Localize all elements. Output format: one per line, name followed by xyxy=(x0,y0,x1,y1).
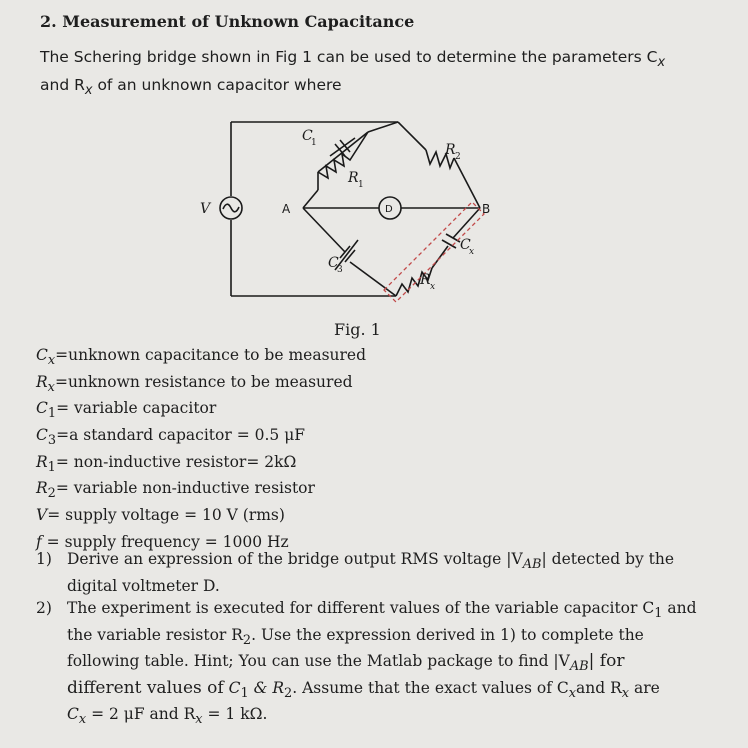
label-cx-sub: x xyxy=(469,247,475,257)
wire-c3-bottom xyxy=(350,262,396,296)
definition-item: V= supply voltage = 10 V (rms) xyxy=(36,506,285,525)
label-c3-sub: 3 xyxy=(337,265,343,275)
wire-cx-b xyxy=(453,208,480,238)
intro-text-2: and R xyxy=(40,76,85,95)
label-r2: R xyxy=(445,142,456,158)
definitions-list xyxy=(36,345,366,559)
wire-rx-cx xyxy=(432,246,448,268)
label-rx: R xyxy=(420,272,431,288)
label-c1-sub: 1 xyxy=(311,138,317,148)
definition-item: $C_x=unknown$ capacitance to be measured xyxy=(36,346,367,369)
question-1: 1) Derive an expression of the bridge output RMS voltage $|V_{AB}|$ detected by the digital voltmeter D. xyxy=(36,550,675,595)
definition-item: $R_1=$ non-inductive resistor= 2kΩ xyxy=(36,452,297,475)
section-title: 2. Measurement of Unknown Capacitance xyxy=(40,12,415,31)
wire-a-c3 xyxy=(303,208,345,252)
wire-top-r2 xyxy=(398,122,426,150)
question-1-number: 1) xyxy=(36,550,52,568)
definition-item: $R_x=unknown$ resistance to be measured xyxy=(36,372,353,395)
label-cx: C xyxy=(460,237,471,253)
label-v: V xyxy=(200,201,211,217)
definition-item: $R_2=$ variable non-inductive resistor xyxy=(36,479,315,502)
label-b: B xyxy=(482,202,491,216)
label-rx-sub: x xyxy=(430,282,436,292)
definition-item: $C_1=$ variable capacitor xyxy=(36,399,217,422)
label-r1-sub: 1 xyxy=(358,180,364,190)
intro-text-1: The Schering bridge shown in Fig 1 can be used to determine the parameters C xyxy=(40,48,658,66)
definition-item: f = supply frequency = 1000 Hz xyxy=(36,532,289,551)
intro-paragraph xyxy=(40,46,720,102)
sine-wave-icon xyxy=(223,204,239,212)
label-c3: C xyxy=(328,255,339,271)
label-r2-sub: 2 xyxy=(455,152,461,162)
label-c1: C xyxy=(302,128,313,144)
wire-a-c1 xyxy=(303,190,318,208)
definition-item: $C_3=a$ standard capacitor = 0.5 μF xyxy=(36,426,306,449)
intro-sub-1: x xyxy=(657,55,666,71)
question-2: 2) The experiment is executed for different values of the variable capacitor $C_1$ and the variable resistor $R_2$. Use the expression derived in 1) to complete the following table. Hint; You can use the Matlab package to find $|V_{AB}|$ for different values of $C_1$ & $R_2$. Assume that the exact values of $C_xand$ $R_x$ are $C_x = 2$ μF and $R_x = 1$ kΩ. xyxy=(36,599,697,728)
schering-bridge-diagram xyxy=(190,112,520,312)
label-d: D xyxy=(385,204,393,215)
figure-caption: Fig. 1 xyxy=(334,320,381,339)
wire-top-node xyxy=(368,122,398,132)
question-2-number: 2) xyxy=(36,599,52,618)
intro-text-3: of an unknown capacitor where xyxy=(97,76,342,95)
questions-list xyxy=(36,549,706,731)
intro-sub-2: x xyxy=(84,83,93,99)
wire-r2-b xyxy=(454,158,480,208)
label-a: A xyxy=(282,202,291,216)
label-r1: R xyxy=(348,170,359,186)
